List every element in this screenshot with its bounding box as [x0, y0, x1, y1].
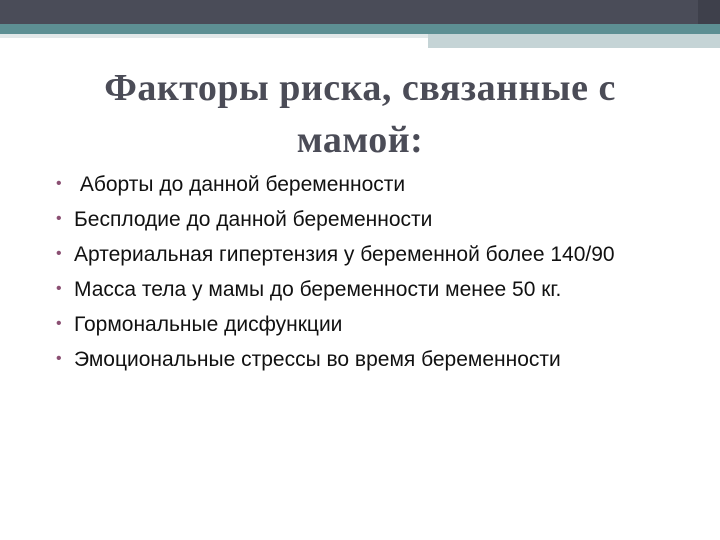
accent-light-strip-right	[428, 34, 720, 48]
bullet-icon: •	[56, 280, 62, 297]
list-item	[56, 345, 676, 375]
bullet-icon: •	[56, 210, 62, 227]
bullet-text: Артериальная гипертензия у беременной более 140/90	[74, 243, 615, 266]
bullet-text: Эмоциональные стрессы во время беременности	[74, 348, 561, 371]
bullet-list	[56, 170, 676, 380]
bullet-icon: •	[56, 245, 62, 262]
top-decor-band-corner	[698, 0, 720, 24]
bullet-icon: •	[56, 175, 62, 192]
bullet-text: Аборты до данной беременности	[74, 173, 406, 196]
bullet-icon: •	[56, 350, 62, 367]
bullet-text: Бесплодие до данной беременности	[74, 208, 433, 231]
list-item	[56, 205, 676, 235]
list-item	[56, 170, 676, 200]
list-item	[56, 310, 676, 340]
accent-strip	[0, 24, 720, 34]
bullet-text: Гормональные дисфункции	[74, 313, 343, 336]
slide-title: Факторы риска, связанные с мамой:	[104, 67, 616, 161]
accent-light-strip-left	[0, 34, 428, 38]
bullet-text: Масса тела у мамы до беременности менее 50 кг.	[74, 278, 562, 301]
bullet-icon: •	[56, 315, 62, 332]
list-item	[56, 240, 676, 270]
top-decor-band	[0, 0, 720, 24]
list-item	[56, 275, 676, 305]
